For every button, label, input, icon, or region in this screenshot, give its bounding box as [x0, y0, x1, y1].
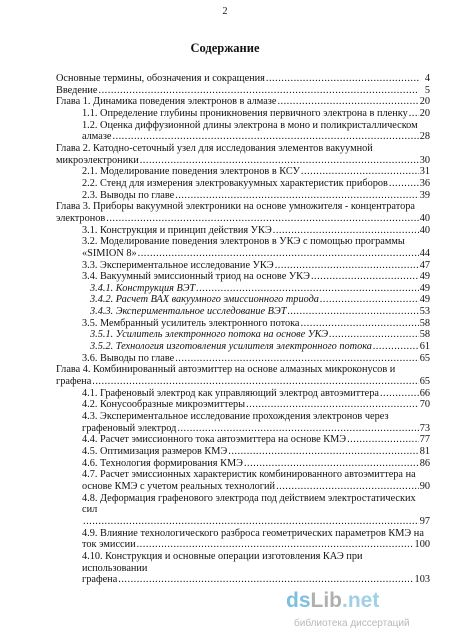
toc-entry-text: 3.3. Экспериментальное исследование УКЭ: [82, 259, 274, 271]
toc-page-number: 70: [419, 399, 430, 411]
toc-entry[interactable]: [56, 306, 430, 318]
toc-page-number: 73: [419, 422, 430, 434]
toc-entry[interactable]: [56, 318, 430, 330]
toc-entry[interactable]: [56, 120, 430, 143]
page-title: Содержание: [190, 41, 260, 55]
toc-dot-leader: [301, 166, 419, 178]
watermark-subtitle: библиотека диссертаций: [294, 618, 410, 629]
toc-entry[interactable]: [56, 271, 430, 283]
toc-entry[interactable]: [56, 108, 430, 120]
watermark: [286, 589, 446, 633]
toc-dot-leader: [389, 178, 419, 190]
toc-page-number: 61: [419, 341, 430, 353]
toc-dot-leader: [266, 73, 419, 85]
watermark-logo-part1: ds: [286, 589, 311, 612]
toc-entry-text: графена: [56, 376, 92, 388]
toc-entry[interactable]: [56, 73, 430, 85]
toc-page-number: 58: [419, 317, 430, 329]
toc-entry[interactable]: [56, 446, 430, 458]
toc-dot-leader: [196, 283, 418, 295]
toc-page-number: 39: [419, 189, 430, 201]
toc-page-number: 97: [419, 515, 430, 527]
toc-dot-leader: [112, 131, 418, 143]
toc-entry-text: Введение: [56, 84, 98, 96]
toc-page-number: 31: [419, 166, 430, 178]
toc-entry[interactable]: [56, 178, 430, 190]
toc-dot-leader: [175, 353, 419, 365]
toc-dot-leader: [380, 388, 419, 400]
toc-page-number: 90: [419, 480, 430, 492]
toc-entry-text: 2.1. Моделирование поведения электронов в КСУ: [82, 166, 300, 178]
toc-entry-text: 4.8. Деформация графенового электрода под действием электростатических сил: [82, 492, 416, 516]
toc-entry[interactable]: [56, 458, 430, 470]
toc-page-number: 86: [419, 457, 430, 469]
toc-dot-leader: [99, 85, 419, 97]
toc-page-number: 65: [419, 352, 430, 364]
toc-entry-text: Глава 2. Катодно-сеточный узел для исследования элементов вакуумной: [56, 142, 373, 154]
toc-entry-text: 3.4.2. Расчет ВАХ вакуумного эмиссионного триода: [90, 294, 319, 306]
toc-dot-leader: [246, 399, 419, 411]
toc-dot-leader: [137, 539, 414, 551]
toc-entry-text: 4.10. Конструкция и основные операции изготовления КАЭ при использовании: [82, 550, 363, 574]
toc-page-number: 49: [419, 271, 430, 283]
toc-dot-leader: [287, 306, 418, 318]
toc-entry[interactable]: [56, 528, 430, 551]
toc-page-number: 28: [419, 131, 430, 143]
toc-page-number: 65: [419, 376, 430, 388]
watermark-logo-part2: Lib: [310, 589, 343, 612]
toc-entry-text: 2.2. Стенд для измерения электровакуумных характеристик приборов: [82, 177, 388, 189]
toc-entry[interactable]: [56, 469, 430, 492]
toc-entry-text: алмазе: [82, 131, 112, 143]
toc-page-number: 5: [424, 84, 430, 96]
toc-dot-leader: [244, 458, 419, 470]
toc-page-number: 66: [419, 387, 430, 399]
toc-entry[interactable]: [56, 551, 430, 586]
toc-page-number: 58: [419, 329, 430, 341]
toc-entry[interactable]: [56, 294, 430, 306]
toc-entry[interactable]: [56, 364, 430, 387]
toc-page-number: 47: [419, 259, 430, 271]
watermark-logo: [286, 589, 379, 613]
toc-entry-text: ток эмиссии: [82, 539, 136, 551]
toc-entry-text: 2.3. Выводы по главе: [82, 189, 175, 201]
toc-entry[interactable]: [56, 434, 430, 446]
toc-dot-leader: [409, 108, 419, 120]
toc-entry-text: 4.9. Влияние технологического разброса геометрических параметров КМЭ на: [82, 527, 424, 539]
toc-entry-text: 4.1. Графеновый электрод как управляющий электрод автоэмиттера: [82, 387, 379, 399]
toc-page-number: 36: [419, 177, 430, 189]
toc-entry-text: графена: [82, 574, 118, 586]
toc-entry[interactable]: [56, 388, 430, 400]
toc-page-number: 44: [419, 247, 430, 259]
toc-entry[interactable]: [56, 399, 430, 411]
watermark-logo-part3: .net: [342, 589, 380, 612]
toc-page-number: 20: [419, 107, 430, 119]
toc-dot-leader: [276, 481, 419, 493]
toc-entry[interactable]: [56, 329, 430, 341]
toc-entry[interactable]: [56, 190, 430, 202]
toc-entry[interactable]: [56, 341, 430, 353]
toc-entry-text: 3.4.1. Конструкция ВЭТ: [90, 282, 196, 294]
toc-page-number: 30: [419, 154, 430, 166]
toc-entry-text: 4.4. Расчет эмиссионного тока автоэмиттера на основе КМЭ: [82, 434, 347, 446]
toc-entry[interactable]: [56, 493, 430, 528]
toc-entry-text: Глава 1. Динамика поведения электронов в алмазе: [56, 96, 277, 108]
toc-page-number: 40: [419, 224, 430, 236]
toc-entry-text: Глава 4. Комбинированный автоэмиттер на основе алмазных микроконусов и: [56, 364, 396, 376]
toc-dot-leader: [329, 329, 419, 341]
toc-page-number: 20: [419, 96, 430, 108]
toc-entry-text: 3.1. Конструкция и принцип действия УКЭ: [82, 224, 272, 236]
toc-entry[interactable]: [56, 353, 430, 365]
toc-entry-text: 1.2. Оценка диффузионной длины электрона в моно и поликристаллическом: [82, 119, 418, 131]
toc-entry-text: 4.6. Технология формирования КМЭ: [82, 457, 243, 469]
toc-dot-leader: [373, 341, 419, 353]
toc-entry-text: 4.3. Экспериментальное исследование прохождения электронов через: [82, 411, 389, 423]
toc-page-number: 49: [419, 282, 430, 294]
toc-entry-text: электронов: [56, 212, 106, 224]
toc-entry[interactable]: [56, 225, 430, 237]
toc-dot-leader: [92, 376, 418, 388]
toc-entry[interactable]: [56, 411, 430, 434]
toc-dot-leader: [228, 446, 418, 458]
toc-entry-text: 3.5.2. Технология изготовления усилителя электронного потока: [90, 341, 372, 353]
toc-dot-leader: [140, 155, 419, 167]
toc-entry-text: 3.2. Моделирование поведения электронов в УКЭ с помощью программы: [82, 236, 405, 248]
toc-entry-text: 4.7. Расчет эмиссионных характеристик комбинированного автоэмиттера на: [82, 469, 416, 481]
toc-dot-leader: [118, 574, 413, 586]
toc-entry[interactable]: [56, 260, 430, 272]
toc-dot-leader: [83, 516, 419, 528]
toc-entry[interactable]: [56, 85, 430, 97]
toc-dot-leader: [273, 225, 419, 237]
toc-entry-text: 4.2. Конусообразные микроэмиттеры: [82, 399, 246, 411]
toc-dot-leader: [275, 260, 419, 272]
page-number: 2: [222, 6, 228, 17]
toc-entry[interactable]: [56, 96, 430, 108]
toc-entry-text: Глава 3. Приборы вакуумной электроники на основе умножителя - концентратора: [56, 201, 415, 213]
toc-entry-text: 3.6. Выводы по главе: [82, 352, 175, 364]
toc-entry[interactable]: [56, 201, 430, 224]
toc-entry[interactable]: [56, 166, 430, 178]
toc-dot-leader: [177, 423, 418, 435]
toc-page-number: 53: [419, 306, 430, 318]
toc-dot-leader: [106, 213, 418, 225]
toc-dot-leader: [277, 96, 418, 108]
toc-entry-text: микроэлектроники: [56, 154, 139, 166]
toc-entry-text: графеновый электрод: [82, 422, 177, 434]
toc-entry-text: 3.5.1. Усилитель электронного потока на основе УКЭ: [90, 329, 329, 341]
toc-entry-text: 3.4. Вакуумный эмиссионный триод на основе УКЭ: [82, 271, 310, 283]
toc-entry-text: 3.5. Мембранный усилитель электронного потока: [82, 317, 300, 329]
table-of-contents: [56, 73, 430, 586]
toc-page-number: 4: [424, 73, 430, 84]
toc-entry-text: основе КМЭ с учетом реальных технологий: [82, 480, 276, 492]
toc-page-number: 77: [419, 434, 430, 446]
toc-entry[interactable]: [56, 283, 430, 295]
toc-page-number: 49: [419, 294, 430, 306]
toc-page-number: 100: [414, 539, 430, 551]
toc-dot-leader: [175, 190, 419, 202]
toc-entry[interactable]: [56, 236, 430, 259]
toc-entry-text: 3.4.3. Экспериментальное исследование ВЭТ: [90, 306, 287, 318]
toc-entry-text: «SIMION 8»: [82, 247, 137, 259]
toc-dot-leader: [138, 248, 419, 260]
toc-dot-leader: [311, 271, 419, 283]
toc-page-number: 81: [419, 446, 430, 457]
toc-dot-leader: [347, 434, 419, 446]
toc-entry-text: 4.5. Оптимизация размеров КМЭ: [82, 446, 228, 457]
toc-entry-text: 1.1. Определение глубины проникновения первичного электрона в пленку: [82, 107, 408, 119]
toc-page-number: 103: [414, 574, 430, 586]
toc-dot-leader: [320, 294, 419, 306]
toc-page-number: 40: [419, 212, 430, 224]
toc-dot-leader: [301, 318, 419, 330]
toc-entry[interactable]: [56, 143, 430, 166]
toc-entry-text: Основные термины, обозначения и сокращения: [56, 73, 265, 84]
